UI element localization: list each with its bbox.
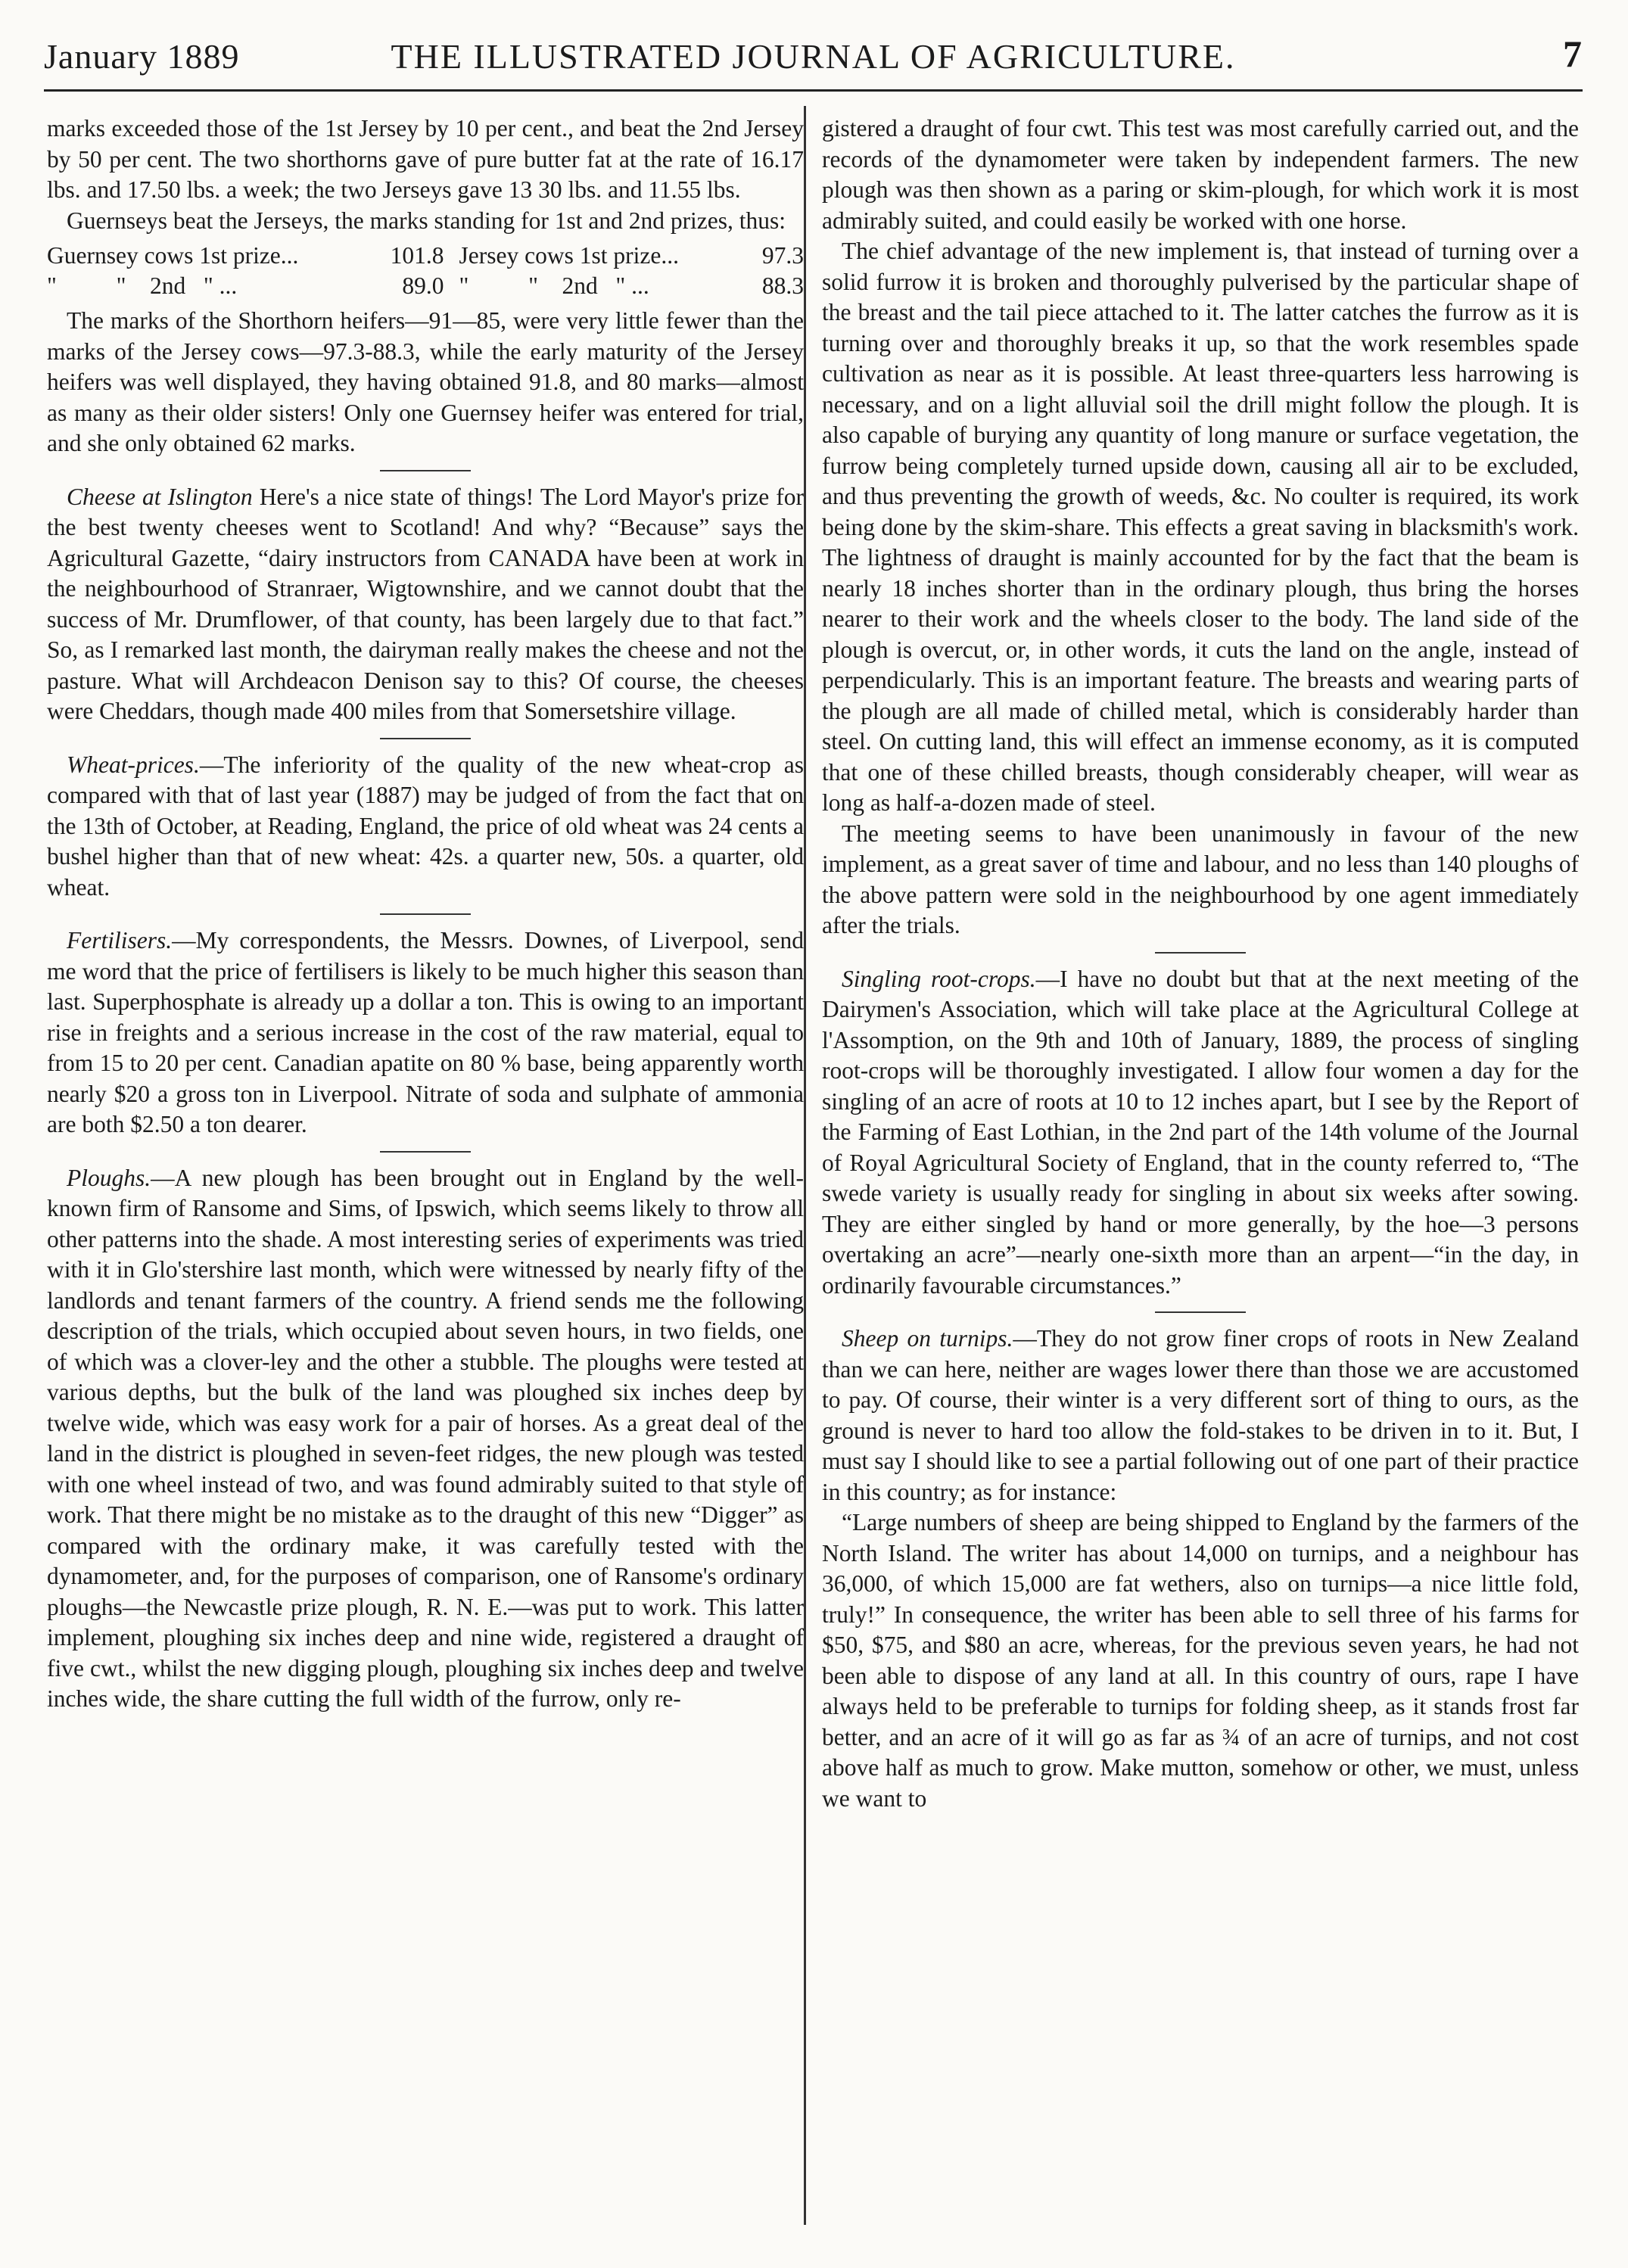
article-singling	[822, 964, 1579, 1302]
header-rule	[44, 89, 1583, 92]
article-paragraph: The meeting seems to have been unanimously in favour of the new implement, as a great saver of time and labour, and no less than 140 ploughs of the above pattern were sold in the neighbourhood by one agent immediately after the trials.	[822, 820, 1579, 938]
article-body: —The inferiority of the quality of the new wheat-crop as compared with that of last year (1887) may be judged of from the fact that on the 13th of October, at Reading, England, the price of old wheat was 24 cents a bushel higher than that of new wheat: 42s. a quarter new, 50s. a quarter, old wheat.	[47, 751, 804, 901]
article-body: —They do not grow finer crops of roots in New Zealand than we can here, neither are wages lower there than those we are accustomed to pay. Of course, their winter is a very different sort of thing to ours, as the ground is never to hard too allow the fold-stakes to be driven in to it. But, I must say I should like to see a partial following out of one part of their practice in this country; as for instance:	[822, 1325, 1580, 1505]
article-paragraph: marks exceeded those of the 1st Jersey by 10 per cent., and beat the 2nd Jersey by 50 per cent. The two shorthorns gave of pure butter fat at the rate of 16.17 lbs. and 17.50 lbs. a week; the two Jerseys gave 13 30 lbs. and 11.55 lbs.	[47, 115, 804, 203]
article-cheese	[47, 482, 804, 727]
section-separator	[380, 913, 471, 915]
article-wheat	[47, 750, 804, 904]
table-cell: 97.3	[761, 242, 804, 269]
running-header	[44, 23, 1583, 83]
section-separator	[1155, 952, 1246, 954]
article-paragraph: Guernseys beat the Jerseys, the marks standing for 1st and 2nd prizes, thus:	[67, 207, 786, 234]
article-ploughs	[47, 1163, 804, 1715]
table-cell: " " 2nd " ...	[47, 272, 238, 299]
table-cell: Jersey cows 1st prize...	[459, 242, 679, 269]
article-paragraph: The chief advantage of the new implement is, that instead of turning over a solid furrow it is broken and thoroughly pulverised by the particular shape of the breast and the tail piece attached to it. The latter catches the furrow as it is turning over and thoroughly breaks it up, so that the work resembles spade cultivation as near as it is possible. At least three-quarters less harrowing is necessary, and on a light alluvial soil the drill might follow the plough. It is also capable of burying any quantity of long manure or surface vegetation, the furrow being completely turned upside down, causing all air to be excluded, and thus preventing the growth of weeds, &c. No coulter is required, its work being done by the skim-share. This effects a great saving in blacksmith's work. The lightness of draught is mainly accounted for by the fact that the beam is nearly 18 inches shorter than in the ordinary plough, thus bring the horses nearer to their work and the wheels closer to the body. The land side of the plough is overcut, or, in other words, it cuts the land on the angle, instead of perpendicularly. This is an important feature. The breasts and wearing parts of the plough are all made of chilled metal, which is considerably harder than steel. On cutting land, this will effect an immense economy, as it is computed that one of these chilled breasts, though considerably cheaper, will wear as long as half-a-dozen made of steel.	[822, 238, 1579, 816]
article-heading: Cheese at Islington	[67, 483, 253, 510]
table-row	[47, 271, 804, 301]
table-cell: Guernsey cows 1st prize...	[47, 242, 299, 269]
header-date: January 1889	[44, 37, 240, 76]
table-cell: " " 2nd " ...	[459, 272, 649, 299]
article-sheep	[822, 1324, 1579, 1507]
article-fertilisers	[47, 926, 804, 1140]
article-paragraph: The marks of the Shorthorn heifers—91—85, were very little fewer than the marks of the Jersey cows—97.3-88.3, while the early maturity of the Jersey heifers was well displayed, they having obtained 91.8, and 80 marks—almost as many as their older sisters! Only one Guernsey heifer was entered for trial, and she only obtained 62 marks.	[47, 307, 804, 456]
article-body: Here's a nice state of things! The Lord Mayor's prize for the best twenty cheeses went to Scotland! And why? “Because” says the Agricultural Gazette, “dairy instructors from CANADA have been at work in the neighbourhood of Stranraer, Wigtownshire, and we cannot doubt that the success of Mr. Drumflower, of that county, has been largely due to that fact.” So, as I remarked last month, the dairyman really makes the cheese and not the pasture. What will Archdeacon Denison say to this? Of course, the cheeses were Cheddars, though made 400 miles from that Somersetshire village.	[47, 483, 805, 724]
section-separator	[380, 738, 471, 739]
column-divider	[804, 106, 806, 2225]
article-heading: Sheep on turnips.	[842, 1325, 1013, 1352]
article-heading: Ploughs.	[67, 1164, 151, 1191]
article-heading: Fertilisers.	[67, 927, 173, 954]
table-cell: 89.0	[402, 272, 444, 299]
section-separator	[1155, 1311, 1246, 1313]
article-body: —I have no doubt but that at the next meeting of the Dairymen's Association, which will take place at the Agricultural College at l'Assomption, on the 9th and 10th of January, 1889, the process of singling root-crops will be thoroughly investigated. I allow four women a day for the singling of an acre of roots at 10 to 12 inches apart, but I see by the Report of the Farming of East Lothian, in the 2nd part of the 14th volume of the Journal of Royal Agricultural Society of England, that in the county referred to, “The swede variety is usually ready for singling in about six weeks after sowing. They are either singled by hand or more generally, by the hoe—3 persons overtaking an acre”—nearly one-sixth more than an arpent—“in the day, in ordinarily favourable circumstances.”	[822, 965, 1579, 1299]
page-number: 7	[1563, 33, 1583, 75]
table-row	[47, 241, 804, 271]
right-column	[822, 114, 1579, 1814]
article-heading: Wheat-prices.	[67, 751, 200, 778]
article-heading: Singling root-crops.	[842, 965, 1036, 992]
article-body: —My correspondents, the Messrs. Downes, of Liverpool, send me word that the price of fertilisers is likely to be much higher this season than last. Superphosphate is already up a dollar a ton. This is owing to an important rise in freights and a serious increase in the cost of the raw material, equal to from 15 to 20 per cent. Canadian apatite on 80 % base, being apparently worth nearly $20 a gross ton in Liverpool. Nitrate of soda and sulphate of ammonia are both $2.50 a ton dearer.	[47, 927, 804, 1137]
prize-marks-table	[47, 241, 804, 301]
left-column	[47, 114, 804, 1715]
article-body: —A new plough has been brought out in England by the well-known firm of Ransome and Sims, of Ipswich, which seems likely to throw all other patterns into the shade. A most interesting series of experiments was tried with it in Glo'stershire last month, which were witnessed by nearly fifty of the landlords and tenant farmers of the country. A friend sends me the following description of the trials, which occupied about seven hours, in two fields, one of which was a clover-ley and the other a stubble. The ploughs were tested at various depths, but the bulk of the land was ploughed six inches deep by twelve wide, which was easy work for a pair of horses. As a great deal of the land in the district is ploughed in seven-feet ridges, the new plough was tested with one wheel instead of two, and was found admirably suited to that style of work. That there might be no mistake as to the draught of this new “Digger” as compared with the ordinary make, it was carefully tested with the dynamometer, and, for the purposes of comparison, one of Ransome's ordinary ploughs—the Newcastle prize plough, R. N. E.—was put to work. This latter implement, ploughing six inches deep and nine wide, registered a draught of five cwt., whilst the new digging plough, ploughing six inches deep and twelve inches wide, the share cutting the full width of the furrow, only re-	[47, 1164, 804, 1712]
section-separator	[380, 470, 471, 471]
table-cell: 88.3	[761, 272, 804, 299]
article-paragraph: gistered a draught of four cwt. This test was most carefully carried out, and the records of the dynamometer were taken by independent farmers. The new plough was then shown as a paring or skim-plough, for which work it is most admirably suited, and could easily be worked with one horse.	[822, 115, 1579, 234]
article-quote: “Large numbers of sheep are being shipped to England by the farmers of the North Island. The writer has about 14,000 on turnips, and a neighbour has 36,000, of which 15,000 are fat wethers, also on turnips—a nice little fold, truly!” In consequence, the writer has been able to sell three of his farms for $50, $75, and $80 an acre, whereas, for the previous seven years, he had not been able to dispose of any land at all. In this country of ours, rape I have always held to be preferable to turnips for folding sheep, as it stands frost far better, and an acre of it will go as far as ¾ of an acre of turnips, and not cost above half as much to grow. Make mutton, somehow or other, we must, unless we want to	[822, 1509, 1579, 1812]
section-separator	[380, 1151, 471, 1153]
journal-title: THE ILLUSTRATED JOURNAL OF AGRICULTURE.	[391, 37, 1236, 76]
table-cell: 101.8	[390, 242, 444, 269]
